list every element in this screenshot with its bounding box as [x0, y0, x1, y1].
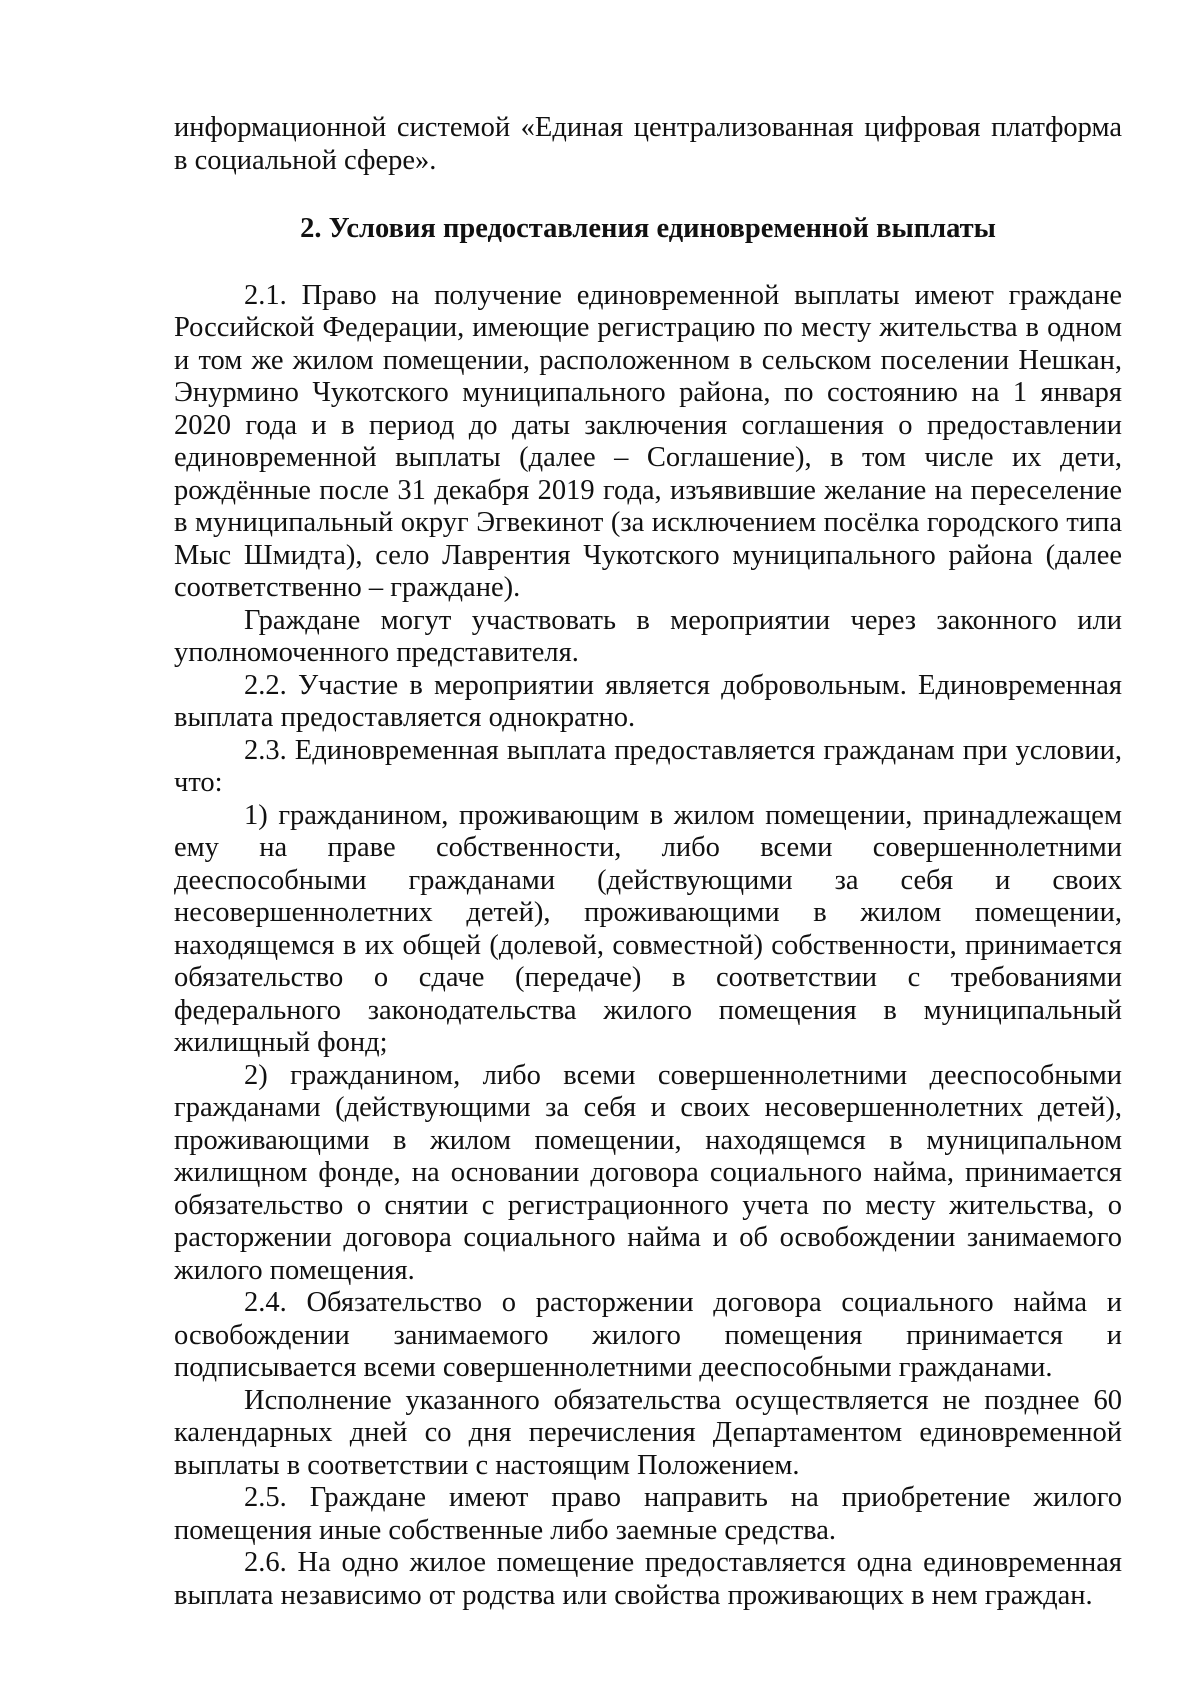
paragraph-2-2: 2.2. Участие в мероприятии является добровольным. Единовременная выплата предоставляется однократно. [174, 669, 1122, 733]
list-item-1: 1) гражданином, проживающим в жилом помещении, принадлежащем ему на праве собственности, либо всеми совершеннолетними дееспособными гражданами (действующими за себя и своих несовершеннолетних детей), проживающими в жилом помещении, находящемся в их общей (долевой, совместной) собственности, принимается обязательство о сдаче (передаче) в соответствии с требованиями федерального законодательства жилого помещения в муниципальный жилищный фонд; [174, 799, 1122, 1058]
paragraph-execution: Исполнение указанного обязательства осуществляется не позднее 60 календарных дней со дня перечисления Департаментом единовременной выплаты в соответствии с настоящим Положением. [174, 1384, 1122, 1481]
list-item-2: 2) гражданином, либо всеми совершеннолетними дееспособными гражданами (действующими за себя и своих несовершеннолетних детей), проживающими в жилом помещении, находящемся в муниципальном жилищном фонде, на основании договора социального найма, принимается обязательство о снятии с регистрационного учета по месту жительства, о расторжении договора социального найма и об освобождении занимаемого жилого помещения. [174, 1059, 1122, 1286]
paragraph-2-6: 2.6. На одно жилое помещение предоставляется одна единовременная выплата независимо от родства или свойства проживающих в нем граждан. [174, 1547, 1122, 1611]
paragraph-2-4: 2.4. Обязательство о расторжении договора социального найма и освобождении занимаемого жилого помещения принимается и подписывается всеми совершеннолетними дееспособными гражданами. [174, 1287, 1122, 1383]
paragraph-representative: Граждане могут участвовать в мероприятии через законного или уполномоченного представителя. [174, 604, 1122, 668]
paragraph-2-5: 2.5. Граждане имеют право направить на приобретение жилого помещения иные собственные либо заемные средства. [174, 1482, 1122, 1546]
paragraph-2-3: 2.3. Единовременная выплата предоставляется гражданам при условии, что: [174, 734, 1122, 798]
paragraph-2-1: 2.1. Право на получение единовременной выплаты имеют граждане Российской Федерации, имеющие регистрацию по месту жительства в одном и том же жилом помещении, расположенном в сельском поселении Нешкан, Энурмино Чукотского муниципального района, по состоянию на 1 января 2020 года и в период до даты заключения соглашения о предоставлении единовременной выплаты (далее – Соглашение), в том числе их дети, рождённые после 31 декабря 2019 года, изъявившие желание на переселение в муниципальный округ Эгвекинот (за исключением посёлка городского типа Мыс Шмидта), село Лаврентия Чукотского муниципального района (далее соответственно – граждане). [174, 279, 1122, 603]
section-heading: 2. Условия предоставления единовременной выплаты [300, 213, 996, 244]
intro-paragraph: информационной системой «Единая централизованная цифровая платформа в социальной сфере». [174, 112, 1122, 176]
document-body [174, 112, 1122, 1612]
